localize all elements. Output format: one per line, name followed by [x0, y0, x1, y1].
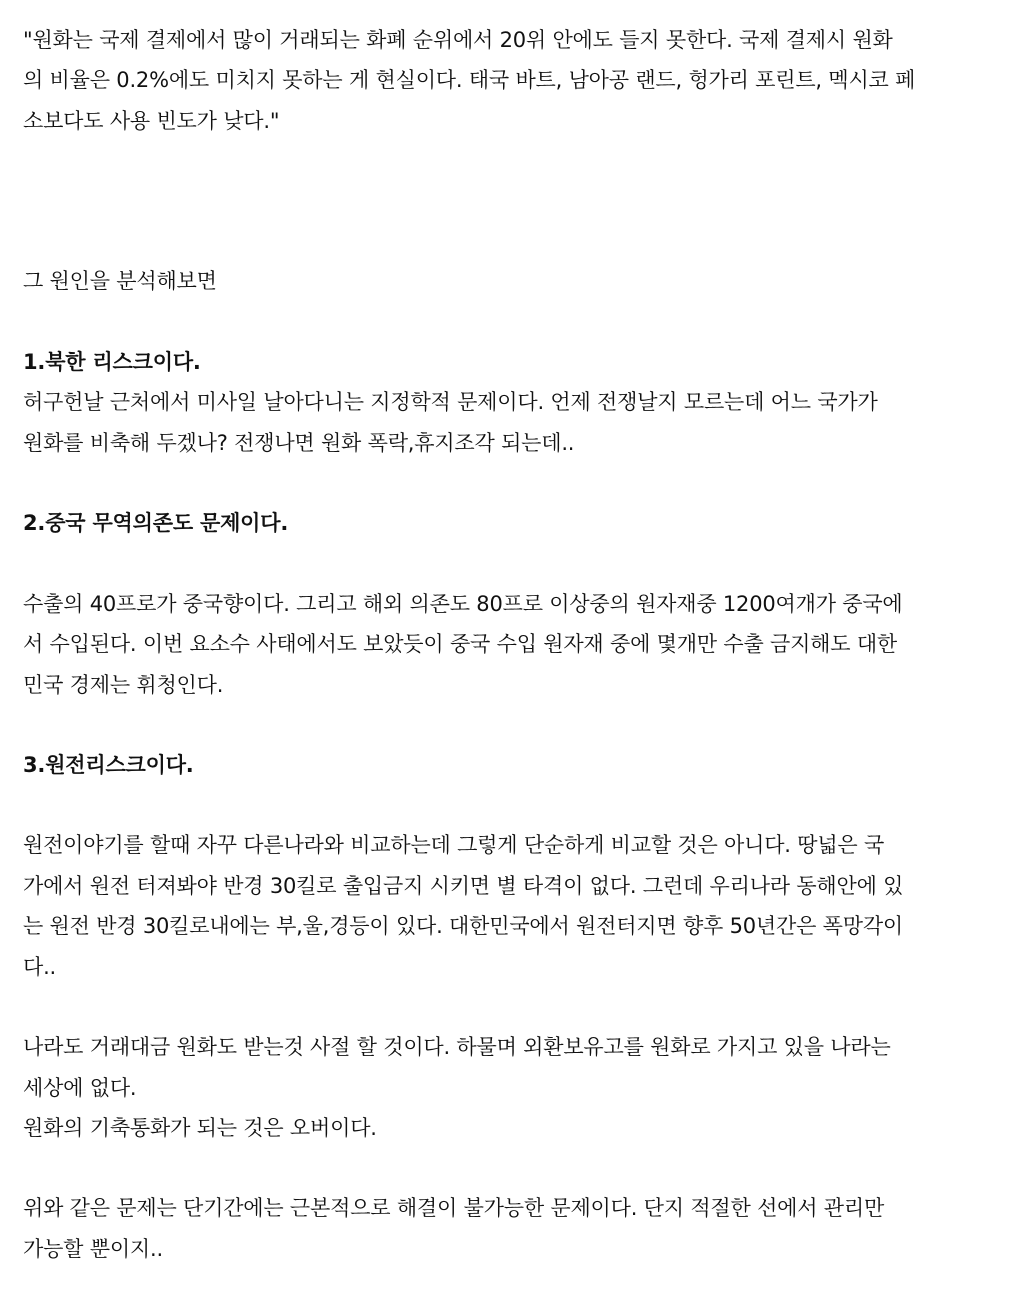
section-3-line: 원전이야기를 할때 자꾸 다른나라와 비교하는데 그렇게 단순하게 비교할 것은 아니다. 땅넓은 국 — [23, 833, 885, 857]
conclusion-line: 세상에 없다. — [23, 1076, 137, 1100]
closing-line: 위와 같은 문제는 단기간에는 근본적으로 해결이 불가능한 문제이다. 단지 적절한 선에서 관리만 — [23, 1196, 885, 1220]
section-3-line: 는 원전 반경 30킬로내에는 부,울,경등이 있다. 대한민국에서 원전터지면 향후 50년간은 폭망각이 — [23, 914, 904, 938]
section-heading-3: 3.원전리스크이다. — [23, 753, 194, 777]
section-2-line: 수출의 40프로가 중국향이다. 그리고 해외 의존도 80프로 이상중의 원자재중 1200여개가 중국에 — [23, 592, 903, 616]
section-3-line: 가에서 원전 터져봐야 반경 30킬로 출입금지 시키면 별 타격이 없다. 그런데 우리나라 동해안에 있 — [23, 874, 904, 898]
conclusion-line: 원화의 기축통화가 되는 것은 오버이다. — [23, 1116, 377, 1140]
conclusion-line: 나라도 거래대금 원화도 받는것 사절 할 것이다. 하물며 외환보유고를 원화로 가지고 있을 나라는 — [23, 1035, 891, 1059]
section-1-line: 허구헌날 근처에서 미사일 날아다니는 지정학적 문제이다. 언제 전쟁날지 모르는데 어느 국가가 — [23, 390, 878, 414]
quote-line: "원화는 국제 결제에서 많이 거래되는 화폐 순위에서 20위 안에도 들지 못한다. 국제 결제시 원화 — [23, 28, 893, 52]
closing-line: 가능할 뿐이지.. — [23, 1237, 163, 1261]
section-2-line: 민국 경제는 휘청인다. — [23, 673, 224, 697]
section-heading-1: 1.북한 리스크이다. — [23, 350, 201, 374]
quote-line: 소보다도 사용 빈도가 낮다." — [23, 109, 280, 133]
section-heading-2: 2.중국 무역의존도 문제이다. — [23, 511, 289, 535]
section-2-line: 서 수입된다. 이번 요소수 사태에서도 보았듯이 중국 수입 원자재 중에 몇개만 수출 금지해도 대한 — [23, 632, 898, 656]
intro-text: 그 원인을 분석해보면 — [23, 269, 217, 293]
section-3-line: 다.. — [23, 955, 57, 979]
quote-line: 의 비율은 0.2%에도 미치지 못하는 게 현실이다. 태국 바트, 남아공 랜드, 헝가리 포린트, 멕시코 페 — [23, 68, 916, 92]
section-1-line: 원화를 비축해 두겠나? 전쟁나면 원화 폭락,휴지조각 되는데.. — [23, 431, 575, 455]
